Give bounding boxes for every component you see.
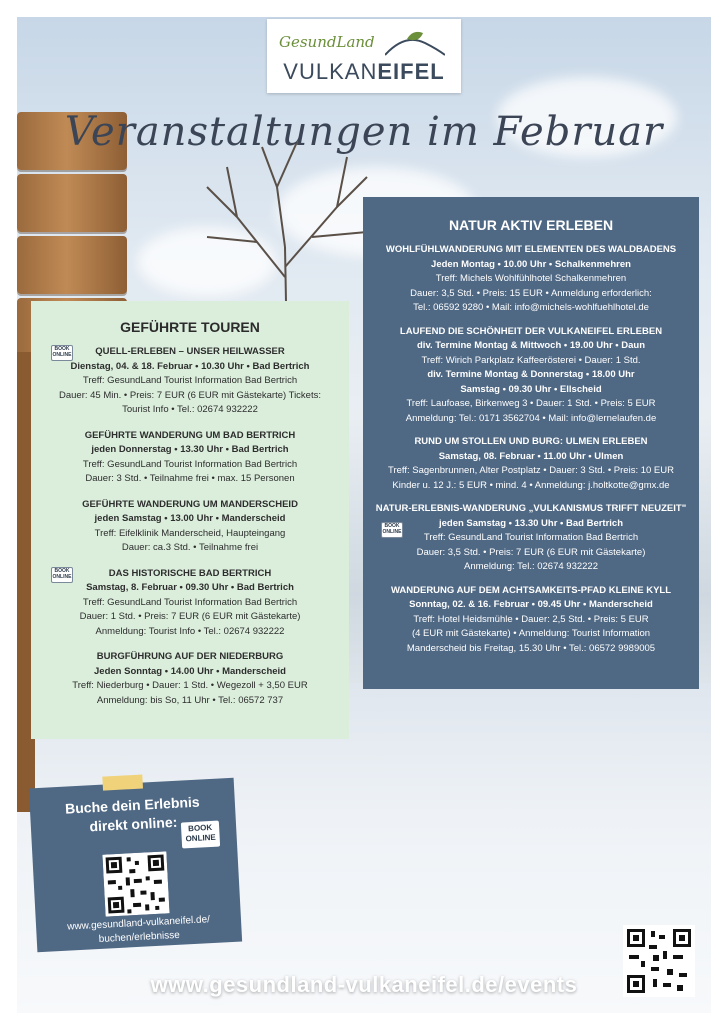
booking-link[interactable]: www.gesundland-vulkaneifel.de/	[66, 914, 211, 933]
card-line: Buche dein Erlebnis	[64, 793, 200, 817]
event-item: BURGFÜHRUNG AUF DER NIEDERBURG Jeden Sonntag • 14.00 Uhr • Manderscheid Treff: Niederburg • Dauer: 1 Std. • Wegezoll + 3,50 EUR Anmeldung: bis So, 11 Uhr • Tel.: 06572 737	[72, 651, 308, 706]
logo-region: VULKANEIFEL	[283, 59, 445, 84]
page-title: Veranstaltungen im Februar	[64, 109, 664, 155]
event-item: RUND UM STOLLEN UND BURG: ULMEN ERLEBEN Samstag, 08. Februar • 11.00 Uhr • Ulmen Treff: Sagenbrunnen, Alter Postplatz • Dauer: 3 Std. • Preis: 10 EUR Kinder u. 12 J.: 5 EUR • mind. 4 • Anmeldung: j.holtkotte@gmx.de	[388, 436, 674, 491]
tape-decoration	[102, 775, 143, 791]
booking-link[interactable]: buchen/erlebnisse	[98, 929, 181, 946]
event-item: WOHLFÜHLWANDERUNG MIT ELEMENTEN DES WALDBADENS Jeden Montag • 10.00 Uhr • Schalkenmehren Treff: Michels Wohlfühlhotel Schalkenmehren Dauer: 3,5 Std. • Preis: 15 EUR • Anmeldung erforderlich: Tel.: 06592 9280 • Mail: info@michels-wohlfuehlhotel.de	[385, 244, 677, 313]
guided-tours-panel	[31, 301, 349, 739]
card-line: direkt online:	[89, 813, 178, 835]
nature-active-panel	[363, 197, 699, 689]
qr-code-icon[interactable]	[623, 925, 695, 997]
events-link[interactable]: www.gesundland-vulkaneifel.de/events	[150, 972, 578, 997]
poster	[17, 17, 711, 1013]
event-item: WANDERUNG AUF DEM ACHTSAMKEITS-PFAD KLEINE KYLL Sonntag, 02. & 16. Februar • 09.45 Uhr • Manderscheid Treff: Hotel Heidsmühle • Dauer: 2,5 Std. • Preis: 5 EUR (4 EUR mit Gästekarte) • Anmeldung: Tourist Information Manderscheid bis Freitag, 15.30 Uhr • Tel.: 06572 9989005	[390, 584, 672, 654]
brand-logo	[267, 19, 461, 93]
panel-heading: GEFÜHRTE TOUREN	[120, 319, 260, 335]
event-item: GEFÜHRTE WANDERUNG UM MANDERSCHEID jeden Samstag • 13.00 Uhr • Manderscheid Treff: Eifelklinik Manderscheid, Haupteingang Dauer: ca.3 Std. • Teilnahme frei	[82, 498, 298, 553]
event-item: LAUFEND DIE SCHÖNHEIT DER VULKANEIFEL ERLEBEN div. Termine Montag & Mittwoch • 19.00 Uhr • Daun Treff: Wirich Parkplatz Kaffeerösterei • Dauer: 1 Std. div. Termine Montag & Donnerstag • 18.00 Uhr Samstag • 09.30 Uhr • Ellscheid Treff: Laufoase, Birkenweg 3 • Dauer: 1 Std. • Preis: 5 EUR Anmeldung: Tel.: 0171 3562704 • Mail: info@lernelaufen.de	[399, 325, 663, 424]
qr-code-icon[interactable]	[102, 851, 169, 916]
logo-brand: GesundLand	[279, 33, 375, 51]
booking-card	[29, 778, 242, 953]
book-online-icon[interactable]: BOOK ONLINE	[51, 567, 73, 583]
book-online-icon[interactable]: BOOK ONLINE	[181, 821, 220, 849]
event-item: BOOK ONLINE NATUR-ERLEBNIS-WANDERUNG „VULKANISMUS TRIFFT NEUZEIT" jeden Samstag • 13.30 Uhr • Bad Bertrich Treff: GesundLand Tourist Information Bad Bertrich Dauer: 3,5 Std. • Preis: 7 EUR (6 EUR mit Gästekarte) Anmeldung: Tel.: 02674 932222	[375, 503, 687, 572]
event-item: BOOK ONLINE DAS HISTORISCHE BAD BERTRICH Samstag, 8. Februar • 09.30 Uhr • Bad Bertrich Treff: GesundLand Tourist Information Bad Bertrich Dauer: 1 Std. • Preis: 7 EUR (6 EUR mit Gästekarte) Anmeldung: Tourist Info • Tel.: 02674 932222	[52, 567, 301, 637]
book-online-icon[interactable]: BOOK ONLINE	[51, 345, 73, 361]
leaf-icon	[385, 27, 445, 57]
event-item: GEFÜHRTE WANDERUNG UM BAD BERTRICH jeden Donnerstag • 13.30 Uhr • Bad Bertrich Treff: GesundLand Tourist Information Bad Bertrich Dauer: 3 Std. • Teilnahme frei • max. 15 Personen	[82, 429, 298, 484]
event-item: BOOK ONLINE QUELL-ERLEBEN – UNSER HEILWASSER Dienstag, 04. & 18. Februar • 10.30 Uhr • Bad Bertrich Treff: GesundLand Tourist Information Bad Bertrich Dauer: 45 Min. • Preis: 7 EUR (6 EUR mit Gästekarte) Tickets: Tourist Info • Tel.: 02674 932222	[52, 346, 321, 415]
panel-heading: NATUR AKTIV ERLEBEN	[448, 217, 614, 233]
book-online-icon[interactable]: BOOK ONLINE	[381, 522, 403, 538]
